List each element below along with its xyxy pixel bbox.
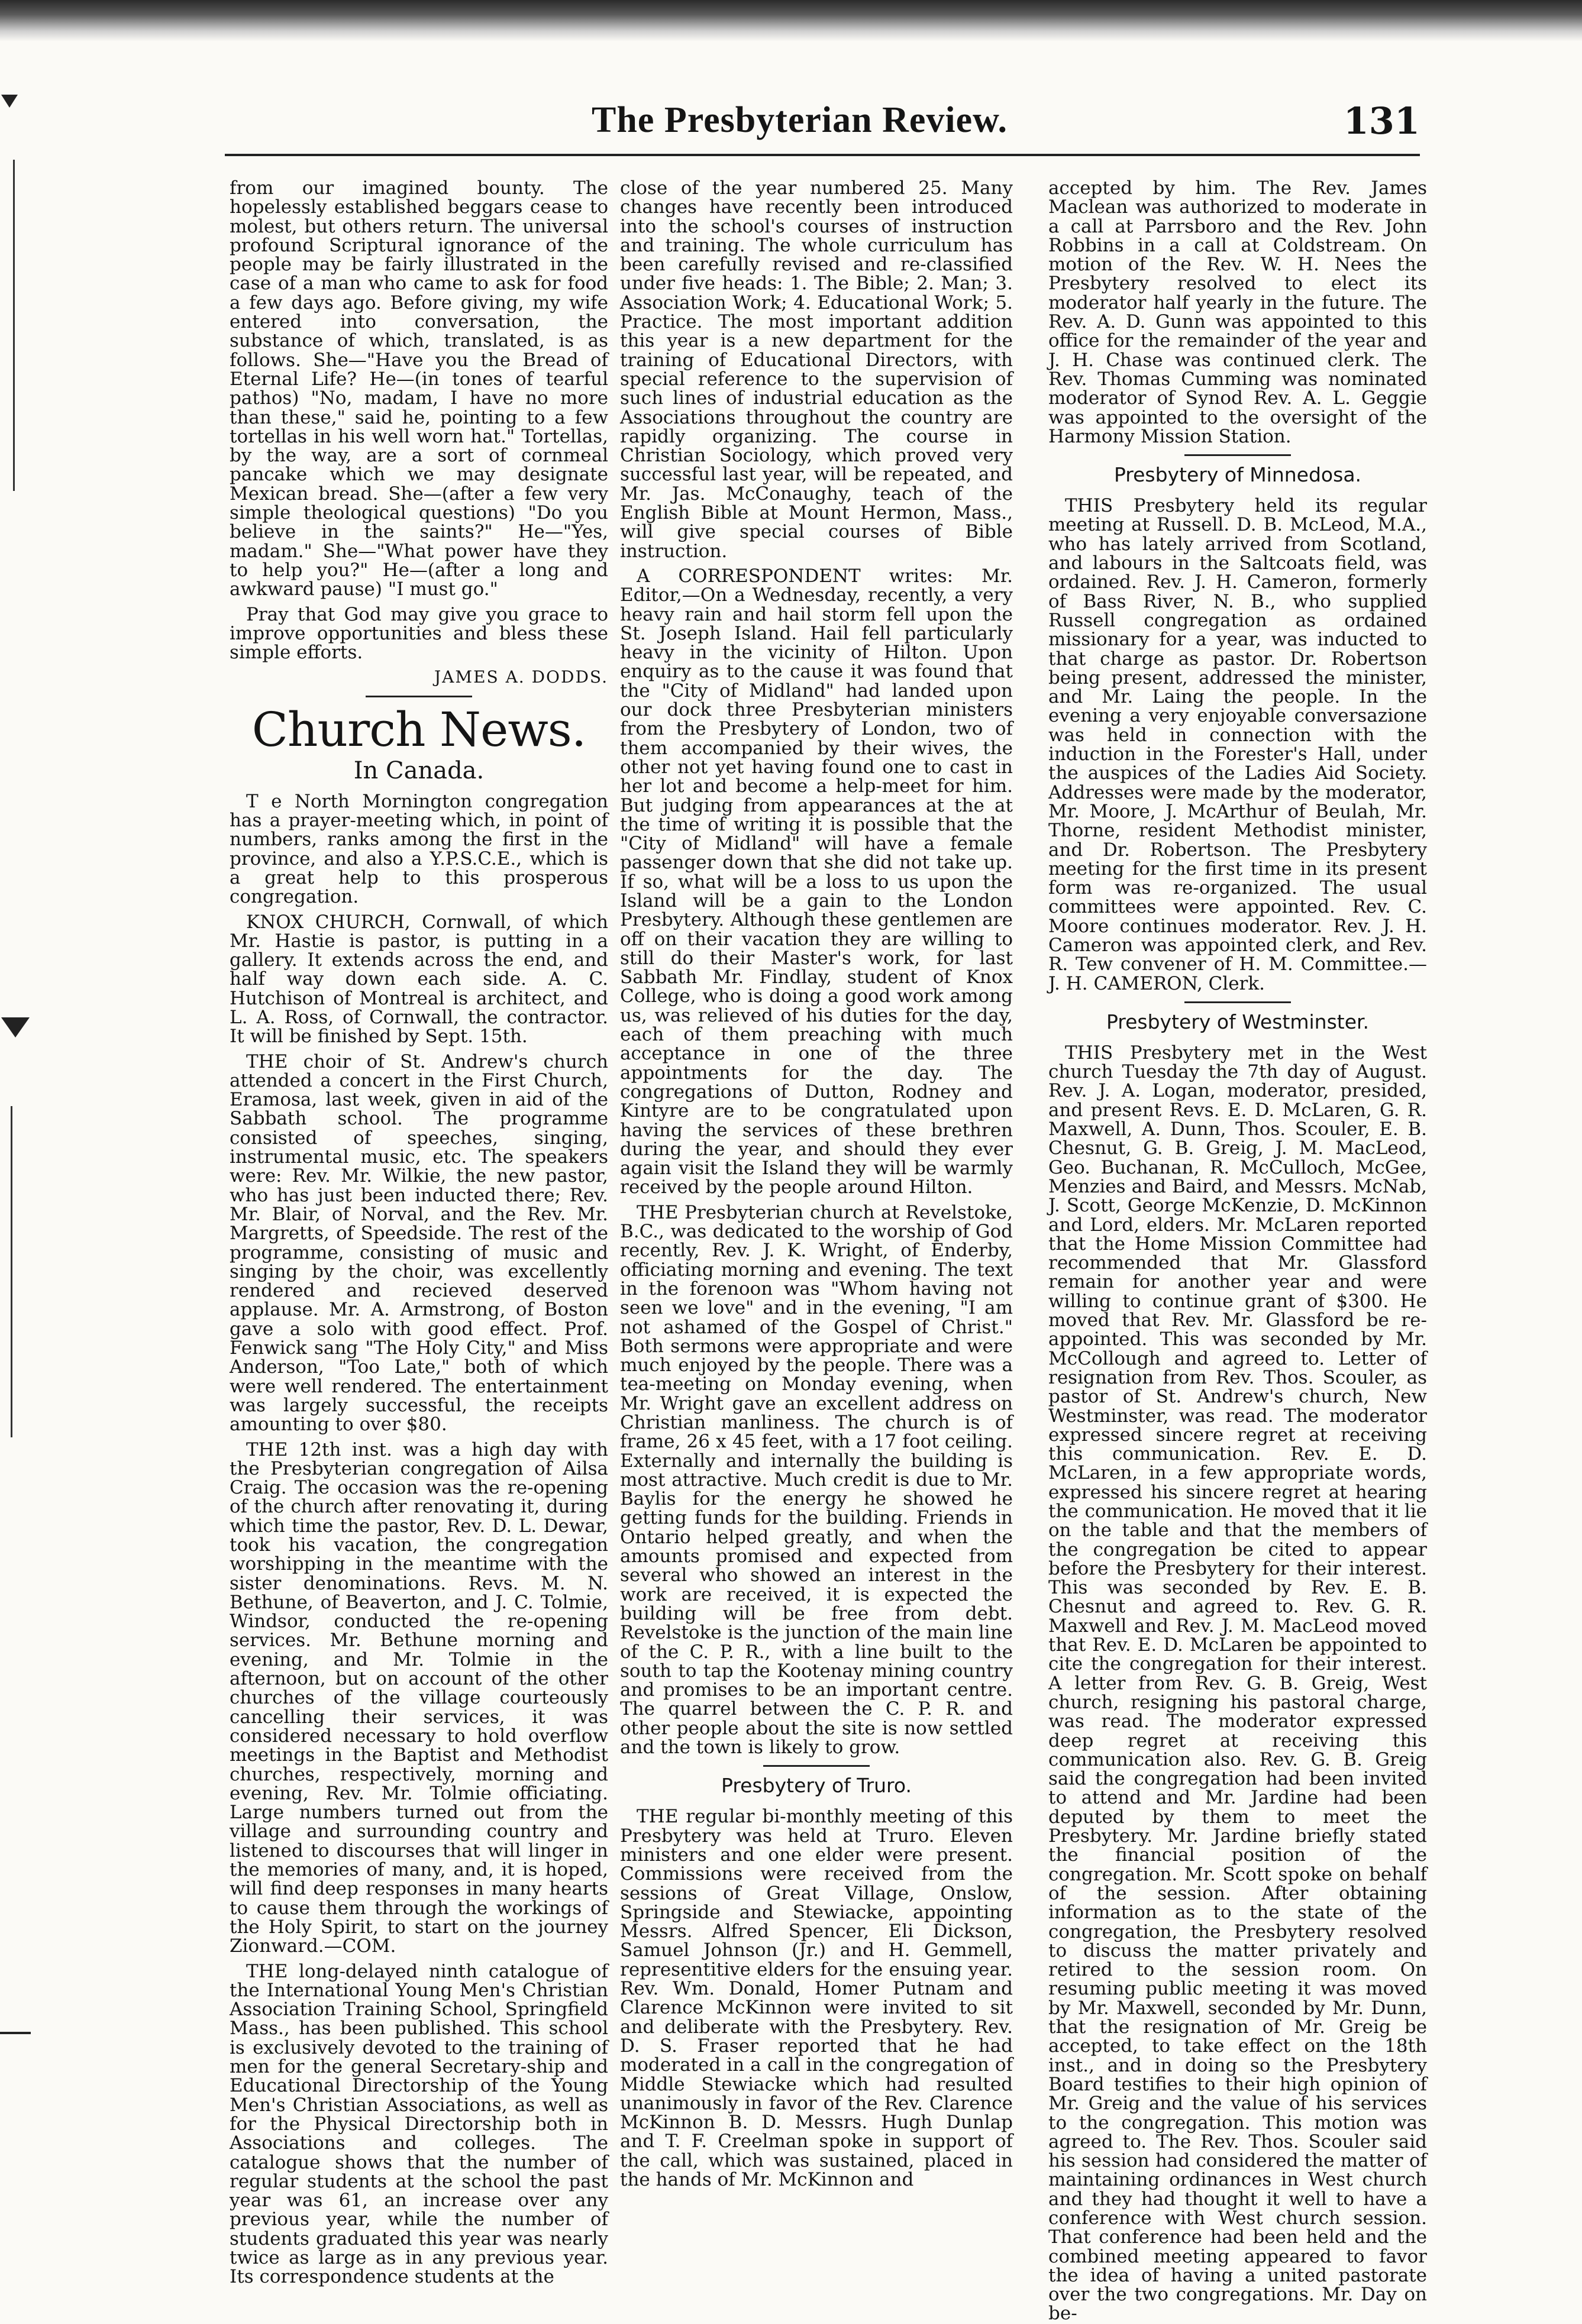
paragraph: THIS Presbytery held its regular meeting at Russell. D. B. McLeod, M.A., who has lately arrived from Scotland, and labours in the Saltcoats field, was ordained. Rev. J. H. Cameron, formerly of Bass River, N. B., who supplied Russell congregation as ordained missionary for a year, was inducted to that charge as pastor. Dr. Robertson being present, addressed the minister, and Mr. Laing the people. In the evening a very enjoyable conversazione was held in connection with the induction in the Forester's Hall, under the auspices of the Ladies Aid Society. Addresses were made by the moderator, Mr. Moore, J. McArthur of Beulah, Mr. Thorne, resident Methodist minister, and Dr. Robertson. The Presbytery meeting for the first time in its present form was re-organized. The usual committees were appointed. Rev. C. Moore continues moderator. Rev. J. H. Cameron was appointed clerk, and Rev. R. Tew convener of H. M. Committee.—J. H. CAMERON, Clerk. [1048,495,1427,994]
section-title: Church News. [251,702,586,757]
paragraph: A CORRESPONDENT writes: Mr. Editor,—On a Wednesday, recently, a very heavy rain and hail storm fell upon the St. Joseph Island. Hail fell particularly heavy in the vicinity of Hilton. Upon enquiry as to the cause it was found that the "City of Midland" had landed upon our dock three Presbyterian ministers from the Presbytery of London, two of them accompanied by their wives, the other not yet having found one to cast in her lot and become a help-meet for him. But judging from appearances at the at the time of writing it is possible that the "City of Midland" will have a female passenger down that she did not take up. If so, what will be a loss to us upon the Island will be a gain to the London Presbytery. Although these gentlemen are off on their vacation they are willing to still do their Master's work, for last Sabbath Mr. Findlay, student of Knox College, who is doing a good work among us, was relieved of his duties for the day, each of them preaching with much acceptance in one of the three appointments for the day. The congregations of Dutton, Rodney and Kintyre are to be congratulated upon having the services of these brethren during the year, and should they ever again visit the Island they will be warmly received by the people around Hilton. [620,565,1013,1198]
section-heading: Presbytery of Minnedosa. [1113,463,1362,487]
column-3 [1048,177,1427,2324]
margin-dash [0,2032,31,2034]
paragraph: accepted by him. The Rev. James Maclean was authorized to moderate in a call at Parrsboro and the Rev. John Robbins in a call at Coldstream. On motion of the Rev. W. H. Nees the Presbytery resolved to elect its moderator half yearly in the future. The Rev. A. D. Gunn was appointed to this office for the remainder of the year and J. H. Chase was continued clerk. The Rev. Thomas Cumming was nominated moderator of Synod Rev. A. L. Geggie was appointed to the oversight of the Harmony Mission Station. [1048,177,1427,447]
page-number: 131 [1343,99,1420,143]
paragraph: Pray that God may give you grace to improve opportunities and bless these simple efforts. [230,603,608,664]
signature: JAMES A. DODDS. [434,667,608,687]
page-header [225,99,1420,164]
paragraph: THIS Presbytery met in the West church Tuesday the 7th day of August. Rev. J. A. Logan, moderator, presided, and present Revs. E. D. McLaren, G. R. Maxwell, A. Dunn, Thos. Scouler, E. B. Chesnut, G. B. Greig, J. M. MacLeod, Geo. Buchanan, R. McCulloch, McGee, Menzies and Baird, and Messrs. McNab, J. Scott, George McKenzie, D. McKinnon and Lord, elders. Mr. McLaren reported that the Home Mission Committee had recommended that Mr. Glassford remain for another year and were willing to continue grant of $300. He moved that Rev. Mr. Glassford be re-appointed. This was seconded by Mr. McCollough and agreed to. Letter of resignation from Rev. Thos. Scouler, as pastor of St. Andrew's church, New Westminster, was read. The moderator expressed sincere regret at receiving this communication. Rev. E. D. McLaren, in a few appropriate words, expressed his sincere regret at hearing the communication. He moved that it lie on the table and that the members of the congregation be cited to appear before the Presbytery for their interest. This was seconded by Rev. E. B. Chesnut and agreed to. Rev. G. R. Maxwell and Rev. J. M. MacLeod moved that Rev. E. D. McLaren be appointed to cite the congregation for their interest. A letter from Rev. G. B. Greig, West church, resigning his pastoral charge, was read. The moderator expressed deep regret at receiving this communication also. Rev. G. B. Greig said the congregation had been invited to attend and Mr. Jardine had been deputed by them to meet the Presbytery. Mr. Jardine briefly stated the financial position of the congregation. Mr. Scott spoke on behalf of the session. After obtaining information as to the state of the congregation, the Presbytery resolved to discuss the matter privately and retired to the session room. On resuming public meeting it was moved by Mr. Maxwell, seconded by Mr. Dunn, that the resignation of Mr. Greig be accepted, to take effect on the 18th inst., and in doing so the Presbytery Board testifies to their high opinion of Mr. Greig and the value of his services to the congregation. This motion was agreed to. The Rev. Thos. Scouler said his session had considered the matter of maintaining ordinances in West church and they had thought it well to have a conference with West church session. That conference had been held and the combined meeting appeared to favor the idea of having a united pastorate over the two congregations. Mr. Day on be- [1048,1042,1427,2324]
section-rule [1184,1001,1291,1003]
paragraph: THE Presbyterian church at Revelstoke, B.C., was dedicated to the worship of God recently, Rev. J. K. Wright, of Enderby, officiating morning and evening. The text in the forenoon was "Whom having not seen we love" and in the evening, "I am not ashamed of the Gospel of Christ." Both sermons were appropriate and were much enjoyed by the people. There was a tea-meeting on Monday evening, when Mr. Wright gave an excellent address on Christian manliness. The church is of frame, 26 x 45 feet, with a 17 foot ceiling. Externally and internally the building is most attractive. Much credit is due to Mr. Baylis for the energy he showed he getting funds for the building. Friends in Ontario helped greatly, and when the amounts promised and expected from several who showed an interest in the work are received, it is expected the building will be free from debt. Revelstoke is the junction of the main line of the C. P. R., with a line built to the south to tap the Kootenay mining country and promises to be an important centre. The quarrel between the C. P. R. and other people about the site is now settled and the town is likely to grow. [620,1201,1013,1759]
margin-arrow-icon [1,95,18,108]
section-subtitle: In Canada. [353,757,485,784]
section-heading: Presbytery of Westminster. [1106,1010,1370,1033]
paragraph: T e North Mornington congregation has a prayer-meeting which, in point of numbers, ranks among the first in the province, and also a Y.P.S.C.E., which is a great help to this prosperous congregation. [230,790,608,908]
column-2 [620,177,1013,2190]
paragraph: KNOX CHURCH, Cornwall, of which Mr. Hastie is pastor, is putting in a gallery. It extends across the end, and half way down each side. A. C. Hutchison of Montreal is architect, and L. A. Ross, of Cornwall, the contractor. It will be finished by Sept. 15th. [230,911,608,1048]
publication-title: The Presbyterian Review. [592,100,1008,140]
header-rule [225,154,1420,156]
paragraph: close of the year numbered 25. Many changes have recently been introduced into the school's courses of instruction and training. The whole curriculum has been carefully revised and re-classified under five heads: 1. The Bible; 2. Man; 3. Association Work; 4. Educational Work; 5. Practice. The most important addition this year is a new department for the training of Educational Directors, with special reference to the supervision of such lines of industrial education as the Associations throughout the country are rapidly organizing. The course in Christian Sociology, which proved very successful last year, will be repeated, and Mr. Jas. McConaughy, teach of the English Bible at Mount Hermon, Mass., will give special courses of Bible instruction. [620,177,1013,562]
paragraph: THE 12th inst. was a high day with the Presbyterian congregation of Ailsa Craig. The occasion was the re-opening of the church after renovating it, during which time the pastor, Rev. D. L. Dewar, took his vacation, the congregation worshipping in the meantime with the sister denominations. Revs. M. N. Bethune, of Beaverton, and J. C. Tolmie, Windsor, conducted the re-opening services. Mr. Bethune morning and evening, and Mr. Tolmie in the afternoon, but on account of the other churches of the village courteously cancelling their services, it was considered necessary to hold overflow meetings in the Baptist and Methodist churches, respectively, morning and evening, Rev. Mr. Tolmie officiating. Large numbers turned out from the village and surrounding country and listened to discourses that will linger in the memories of many, and, it is hoped, will find deep responses in many hearts to cause them through the workings of the Holy Spirit, to start on the journey Zionward.—COM. [230,1439,608,1957]
margin-arrow-icon [1,1017,30,1037]
margin-rule [11,1106,12,1437]
paragraph: THE regular bi-monthly meeting of this Presbytery was held at Truro. Eleven ministers and one elder were present. Commissions were received from the sessions of Great Village, Onslow, Springside and Stewiacke, appointing Messrs. Alfred Spencer, Eli Dickson, Samuel Johnson (Jr.) and H. Gemmell, representitive elders for the ensuing year. Rev. Wm. Donald, Homer Putnam and Clarence McKinnon were invited to sit and deliberate with the Presbytery. Rev. D. S. Fraser reported that he had moderated in a call in the congregation of Middle Stewiacke which had resulted unanimously in favor of the Rev. Clarence McKinnon B. D. Messrs. Hugh Dunlap and T. F. Creelman spoke in support of the call, which was sustained, placed in the hands of Mr. McKinnon and [620,1806,1013,2190]
section-rule [763,1765,870,1767]
paragraph: THE long-delayed ninth catalogue of the International Young Men's Christian Association Training School, Springfield Mass., has been published. This school is exclusively devoted to the training of men for the general Secretary-ship and Educational Directorship of the Young Men's Christian Associations, as well as for the Physical Directorship both in Associations and colleges. The catalogue shows that the number of regular students at the school the past year was 61, an increase over any previous year, while the number of students graduated this year was nearly twice as large as in any previous year. Its correspondence students at the [230,1960,608,2288]
section-rule [1184,454,1291,456]
paragraph: from our imagined bounty. The hopelessly established beggars cease to molest, but others return. The universal profound Scriptural ignorance of the people may be fairly illustrated in the case of a man who came to ask for food a few days ago. Before giving, my wife entered into conversation, the substance of which, translated, is as follows. She—"Have you the Bread of Eternal Life? He—(in tones of tearful pathos) "No, madam, I have no more than these," said he, pointing to a few tortellas in his well worn hat." Tortellas, by the way, are a sort of cornmeal pancake which we may designate Mexican bread. She—(after a few very simple theological questions) "Do you believe in the saints?" He—"Yes, madam." She—"What power have they to help you?" He—(after a long and awkward pause) "I must go." [230,177,608,600]
section-rule [366,696,472,697]
paragraph: THE choir of St. Andrew's church attended a concert in the First Church, Eramosa, last week, given in aid of the Sabbath school. The programme consisted of speeches, singing, instrumental music, etc. The speakers were: Rev. Mr. Wilkie, the new pastor, who has just been inducted there; Rev. Mr. Blair, of Norval, and the Rev. Mr. Margretts, of Speedside. The rest of the programme, consisting of music and singing by the choir, was excellently rendered and recieved deserved applause. Mr. A. Armstrong, of Boston gave a solo with good effect. Prof. Fenwick sang "The Holy City," and Miss Anderson, "Too Late," both of which were well rendered. The entertainment was largely successful, the receipts amounting to over $80. [230,1051,608,1436]
section-heading: Presbytery of Truro. [721,1774,912,1798]
scan-edge [0,0,1582,41]
margin-rule [13,160,15,491]
column-1 [230,177,608,2288]
